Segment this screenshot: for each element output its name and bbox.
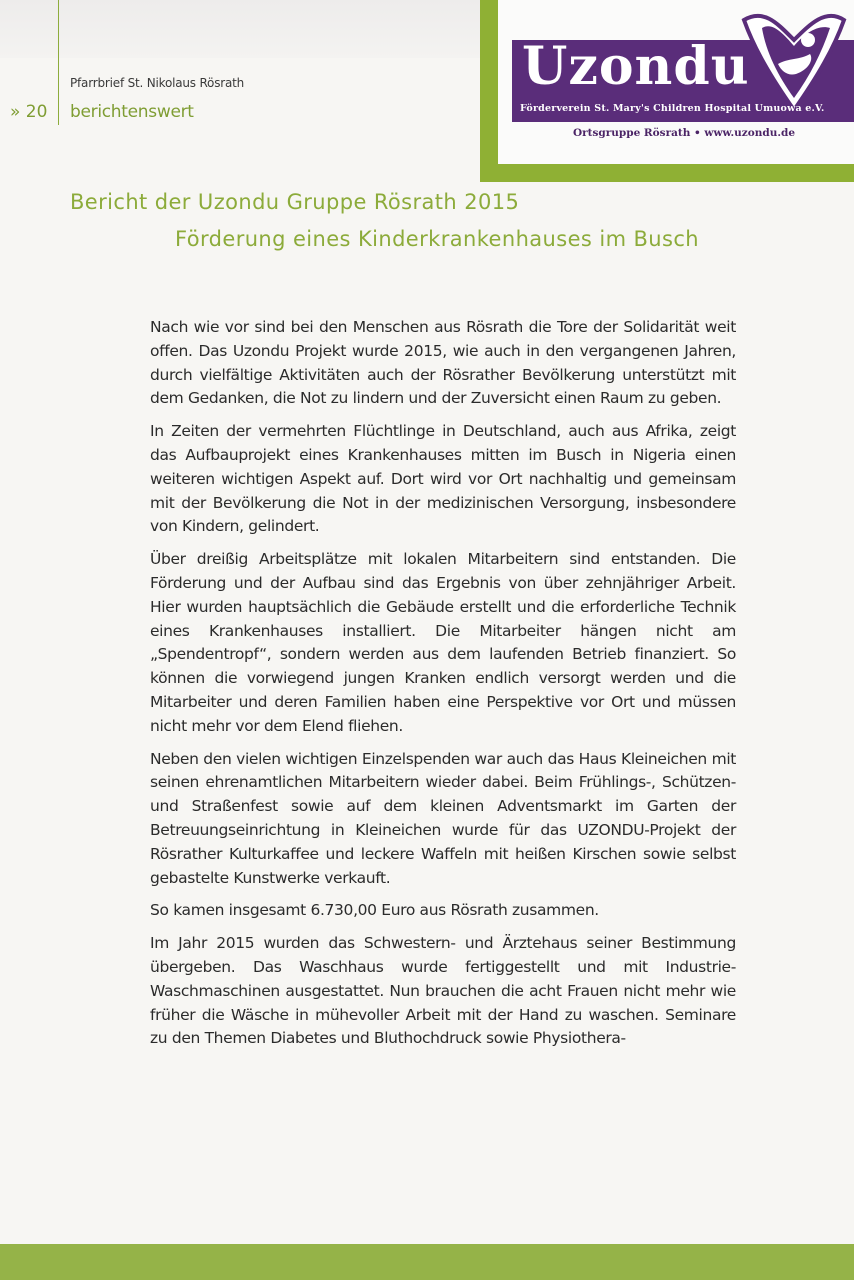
paragraph: Neben den vielen wichtigen Einzelspenden war auch das Haus Kleineichen mit seinen ehrenamtlichen Mitarbeitern wieder dabei. Beim Frühlings-, Schützen- und Straßenfest sowie auf dem kleinen Adventsmarkt im Garten der Betreuungseinrichtung in Kleineichen wurde für das UZONDU-Projekt der Rösrather Kulturkaffee und leckere Waffeln mit heißen Kirschen sowie selbst gebastelte Kunstwerke verkauft. xyxy=(150,749,736,887)
logo-tagline: Ortsgruppe Rösrath • www.uzondu.de xyxy=(572,127,796,139)
article-body xyxy=(150,316,736,1060)
paragraph: Im Jahr 2015 wurden das Schwestern- und Ärztehaus seiner Bestimmung übergeben. Das Waschhaus wurde fertiggestellt und mit Industrie-Waschmaschinen ausgestattet. Nun brauchen die acht Frauen nicht mehr wie früher die Wäsche in mühevoller Arbeit mit der Hand zu waschen. Seminare zu den Themen Diabetes und Bluthochdruck sowie Physiothera- xyxy=(150,934,736,1048)
heart-hands-logo-icon xyxy=(738,6,850,116)
logo-wordmark: Uzondu xyxy=(522,36,750,97)
paragraph: So kamen insgesamt 6.730,00 Euro aus Rösrath zusammen. xyxy=(150,901,599,920)
logo-subtitle: Förderverein St. Mary's Children Hospital Umuowa e.V. xyxy=(520,103,825,114)
paragraph: Über dreißig Arbeitsplätze mit lokalen Mitarbeitern sind entstanden. Die Förderung und der Aufbau sind das Ergebnis von über zehnjähriger Arbeit. Hier wurden hauptsächlich die Gebäude erstellt und die erforderliche Technik eines Krankenhauses installiert. Die Mitarbeiter hängen nicht am „Spendentropf“, sondern werden aus dem laufenden Betrieb finanziert. So können die vorwiegend jungen Kranken endlich versorgt werden und die Mitarbeiter und deren Familien haben eine Perspektive vor Ort und müssen nicht mehr vor dem Elend fliehen. xyxy=(150,550,736,735)
paragraph: Nach wie vor sind bei den Menschen aus Rösrath die Tore der Solidarität weit offen. Das Uzondu Projekt wurde 2015, wie auch in den vergangenen Jahren, durch vielfältige Aktivitäten auch der Rösrather Bevölkerung unterstützt mit dem Gedanken, die Not zu lindern und der Zuversicht einen Raum zu geben. xyxy=(150,318,736,408)
article-subtitle: Förderung eines Kinderkrankenhauses im Busch xyxy=(175,227,700,251)
paragraph: In Zeiten der vermehrten Flüchtlinge in Deutschland, auch aus Afrika, zeigt das Aufbauprojekt eines Krankenhauses mitten im Busch in Nigeria einen weiteren wichtigen Aspekt auf. Dort wird vor Ort nachhaltig und gemeinsam mit der Bevölkerung die Not in der medizinischen Versorgung, insbesondere von Kindern, gelindert. xyxy=(150,422,736,536)
publication-name: Pfarrbrief St. Nikolaus Rösrath xyxy=(70,76,245,90)
section-name: berichtenswert xyxy=(70,102,194,122)
footer-band xyxy=(0,1244,854,1280)
header-divider-line xyxy=(58,0,59,125)
page-number: » 20 xyxy=(10,102,48,122)
article-title: Bericht der Uzondu Gruppe Rösrath 2015 xyxy=(70,190,520,214)
